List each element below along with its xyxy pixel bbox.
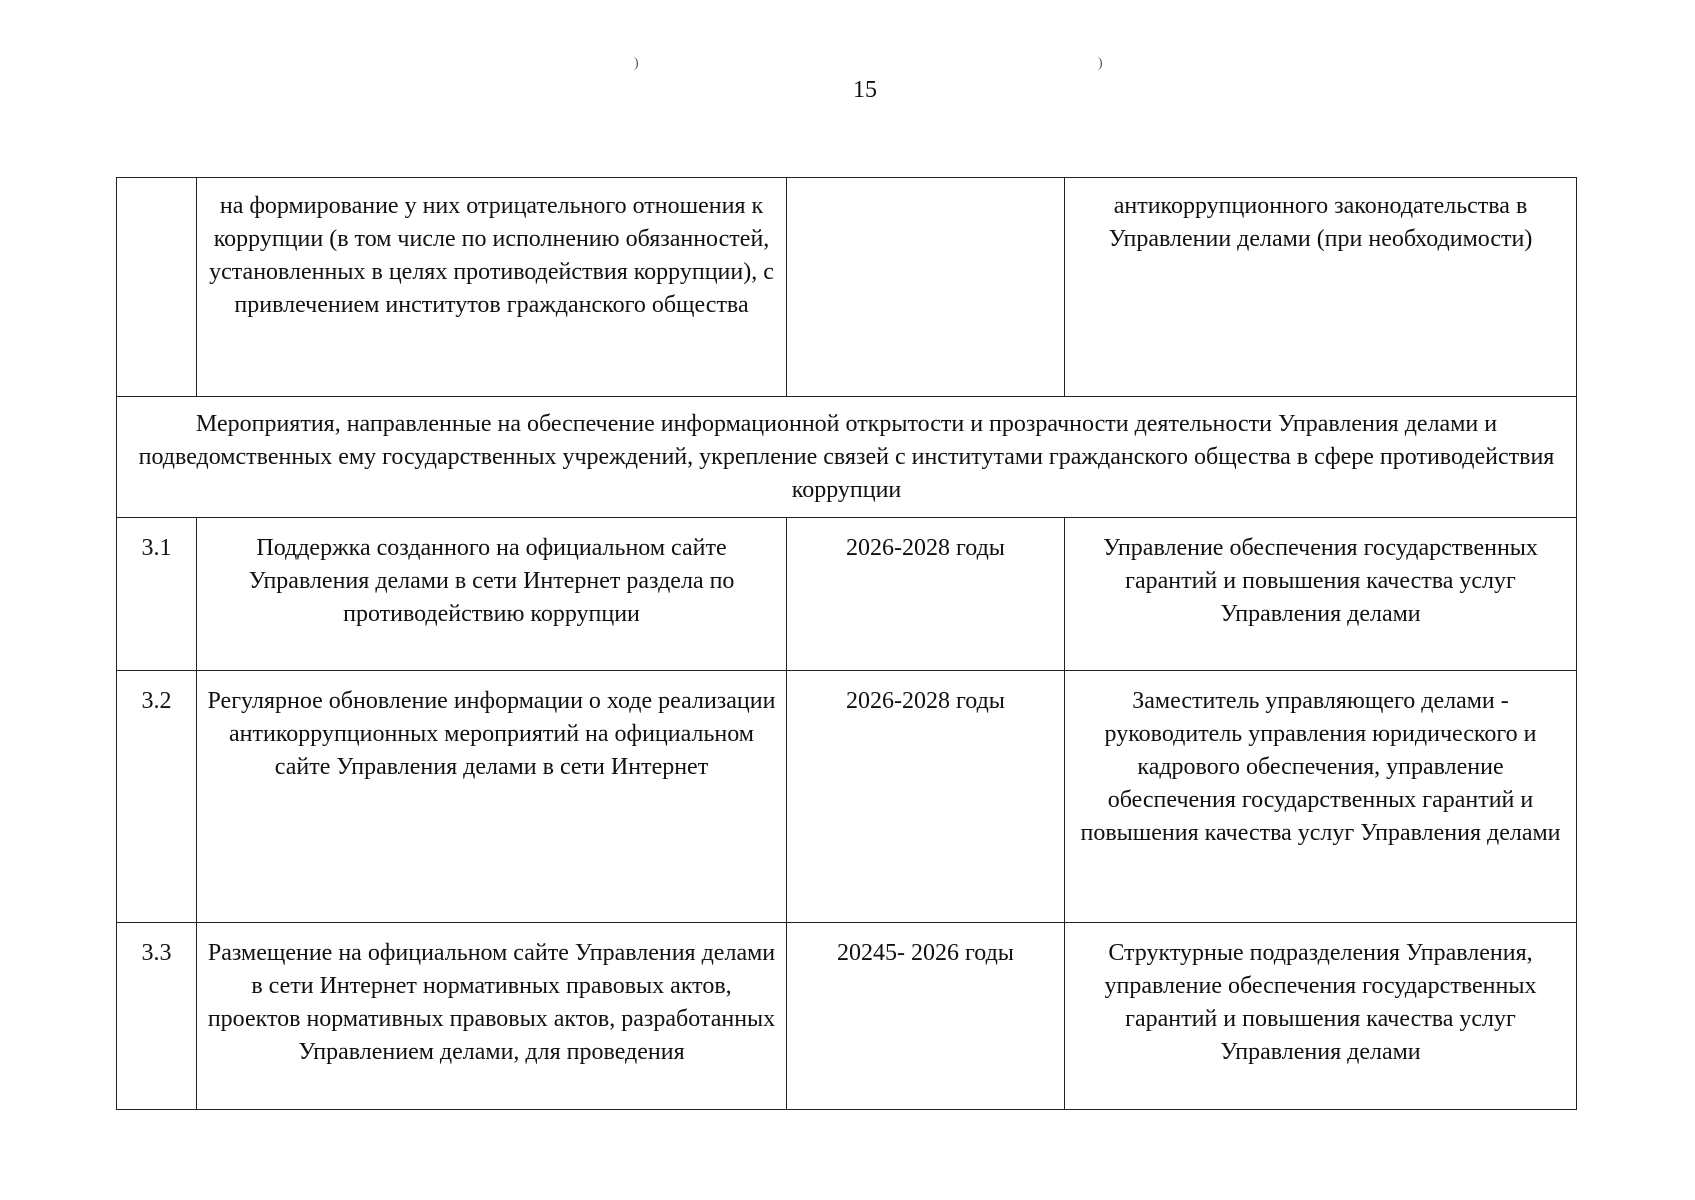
cell-responsible: Заместитель управляющего делами - руководитель управления юридического и кадрового обеспечения, управление обеспечения государственных гарантий и повышения качества услуг Управления делами bbox=[1065, 671, 1577, 923]
cell-number: 3.3 bbox=[117, 923, 197, 1110]
table-row-continuation bbox=[117, 178, 1577, 397]
cell-description: Поддержка созданного на официальном сайте Управления делами в сети Интернет раздела по противодействию коррупции bbox=[197, 518, 787, 671]
scan-mark-right: ) bbox=[1098, 56, 1103, 71]
cell-responsible: Структурные подразделения Управления, управление обеспечения государственных гарантий и повышения качества услуг Управления делами bbox=[1065, 923, 1577, 1110]
measures-table bbox=[116, 177, 1577, 1110]
cell-number bbox=[117, 178, 197, 397]
cell-term: 2026-2028 годы bbox=[787, 518, 1065, 671]
cell-description: Размещение на официальном сайте Управления делами в сети Интернет нормативных правовых актов, проектов нормативных правовых актов, разработанных Управлением делами, для проведения bbox=[197, 923, 787, 1110]
cell-responsible: антикоррупционного законодательства в Управлении делами (при необходимости) bbox=[1065, 178, 1577, 397]
cell-description: Регулярное обновление информации о ходе реализации антикоррупционных мероприятий на официальном сайте Управления делами в сети Интернет bbox=[197, 671, 787, 923]
cell-term bbox=[787, 178, 1065, 397]
cell-number: 3.2 bbox=[117, 671, 197, 923]
table-row bbox=[117, 923, 1577, 1110]
table-row bbox=[117, 671, 1577, 923]
cell-description: на формирование у них отрицательного отношения к коррупции (в том числе по исполнению обязанностей, установленных в целях противодействия коррупции), с привлечением институтов гражданского общества bbox=[197, 178, 787, 397]
scan-mark-left: ) bbox=[634, 56, 639, 71]
section-heading: Мероприятия, направленные на обеспечение информационной открытости и прозрачности деятельности Управления делами и подведомственных ему государственных учреждений, укрепление связей с институтами гражданского общества в сфере противодействия коррупции bbox=[117, 397, 1577, 518]
cell-responsible: Управление обеспечения государственных гарантий и повышения качества услуг Управления делами bbox=[1065, 518, 1577, 671]
cell-number: 3.1 bbox=[117, 518, 197, 671]
cell-term: 20245- 2026 годы bbox=[787, 923, 1065, 1110]
table-row bbox=[117, 518, 1577, 671]
section-heading-row bbox=[117, 397, 1577, 518]
cell-term: 2026-2028 годы bbox=[787, 671, 1065, 923]
page-number: 15 bbox=[853, 77, 877, 103]
